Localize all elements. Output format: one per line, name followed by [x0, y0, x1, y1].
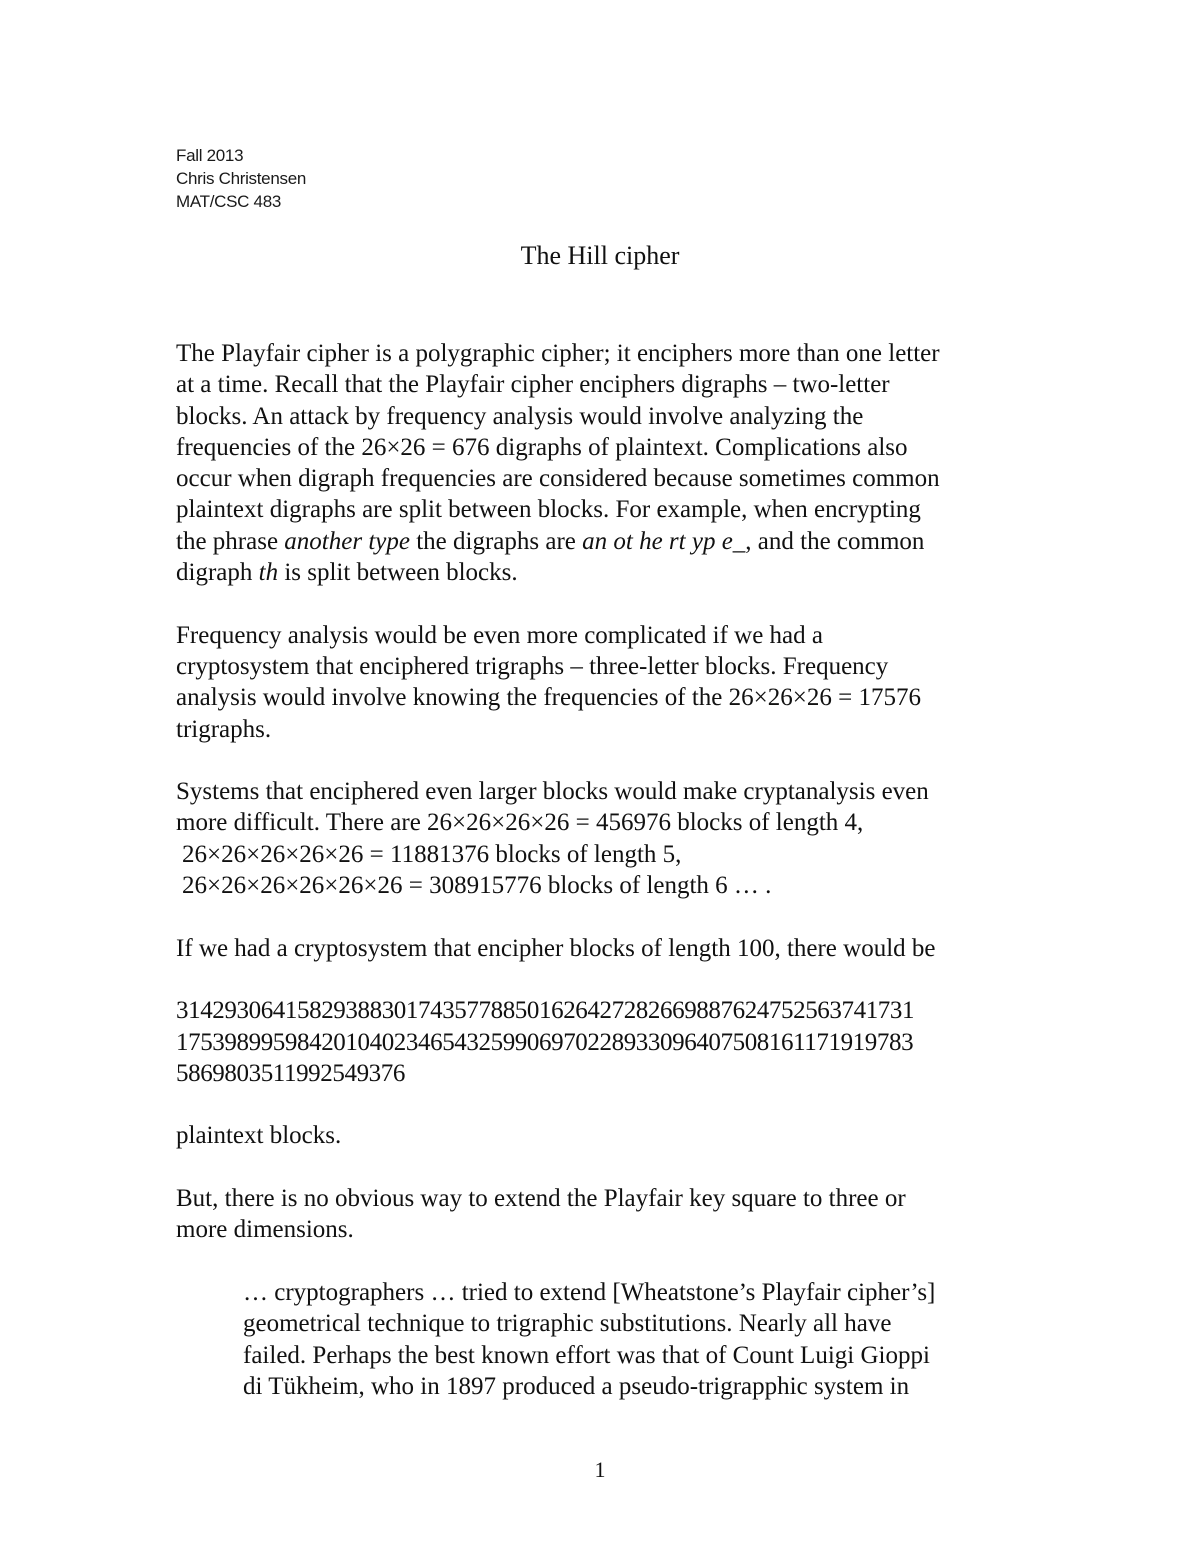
- emphasis-digraphs: an ot he rt yp e_: [582, 527, 746, 555]
- number-line: 1753989959842010402346543259906970228933096407508161171919783: [176, 1028, 914, 1056]
- text-run: is split between blocks.: [278, 559, 518, 587]
- text-line: Systems that enciphered even larger blocks would make cryptanalysis even: [176, 778, 929, 806]
- text-line: Frequency analysis would be even more complicated if we had a: [176, 621, 823, 649]
- text-line: plaintext digraphs are split between blocks. For example, when encrypting: [176, 496, 921, 524]
- paragraph-plaintext-blocks: [176, 1120, 1036, 1151]
- text-run: the digraphs are: [409, 527, 583, 555]
- quote-line: … cryptographers … tried to extend [Wheatstone’s Playfair cipher’s]: [243, 1278, 936, 1306]
- text-line: The Playfair cipher is a polygraphic cipher; it enciphers more than one letter: [176, 340, 940, 367]
- page-number: 1: [594, 1457, 606, 1482]
- text-line: more difficult. There are 26×26×26×26 = 456976 blocks of length 4,: [176, 809, 864, 837]
- text-line: occur when digraph frequencies are considered because sometimes common: [176, 465, 940, 493]
- document-header: [176, 144, 306, 213]
- paragraph-length-100: [176, 933, 1036, 964]
- quote-line: failed. Perhaps the best known effort was that of Count Luigi Gioppi: [243, 1341, 930, 1369]
- text-line: trigraphs.: [176, 715, 272, 743]
- header-term: Fall 2013: [176, 146, 244, 165]
- emphasis-th: th: [258, 559, 279, 587]
- number-line: 5869803511992549376: [176, 1059, 405, 1087]
- text-run: the phrase: [176, 527, 285, 555]
- text-line: at a time. Recall that the Playfair cipher enciphers digraphs – two-letter: [176, 371, 890, 399]
- paragraph-big-number: [176, 995, 1036, 1089]
- text-line: frequencies of the 26×26 = 676 digraphs of plaintext. Complications also: [176, 433, 908, 461]
- paragraph-playfair: [176, 338, 1036, 588]
- block-quote: [243, 1277, 1036, 1402]
- paragraph-larger-blocks: [176, 776, 1036, 901]
- text-line: 26×26×26×26×26×26 = 308915776 blocks of length 6 … .: [182, 872, 772, 900]
- text-line: cryptosystem that enciphered trigraphs – three-letter blocks. Frequency: [176, 652, 889, 680]
- text-line: more dimensions.: [176, 1216, 354, 1244]
- text-line: [176, 526, 1036, 557]
- header-author: Chris Christensen: [176, 169, 307, 188]
- text-run: , and the common: [745, 527, 925, 555]
- emphasis-phrase: another type: [284, 527, 410, 555]
- text-line: blocks. An attack by frequency analysis would involve analyzing the: [176, 402, 864, 430]
- paragraph-dimensions: [176, 1183, 1036, 1246]
- text-line: 26×26×26×26×26 = 11881376 blocks of length 5,: [182, 840, 682, 868]
- text-line: analysis would involve knowing the frequencies of the 26×26×26 = 17576: [176, 684, 921, 712]
- text-line: But, there is no obvious way to extend the Playfair key square to three or: [176, 1185, 906, 1213]
- quote-line: geometrical technique to trigraphic substitutions. Nearly all have: [243, 1310, 892, 1338]
- document-body: [176, 338, 1036, 1402]
- text-line: If we had a cryptosystem that encipher blocks of length 100, there would be: [176, 934, 936, 962]
- quote-line: di Tükheim, who in 1897 produced a pseudo-trigrapphic system in: [243, 1372, 910, 1400]
- paragraph-trigraphs: [176, 620, 1036, 745]
- document-title: The Hill cipher: [520, 241, 680, 270]
- text-line: [176, 557, 1036, 588]
- text-run: digraph: [176, 559, 259, 587]
- number-line: 3142930641582938830174357788501626427282669887624752563741731: [176, 997, 915, 1025]
- text-line: plaintext blocks.: [176, 1122, 342, 1150]
- header-course: MAT/CSC 483: [176, 192, 282, 211]
